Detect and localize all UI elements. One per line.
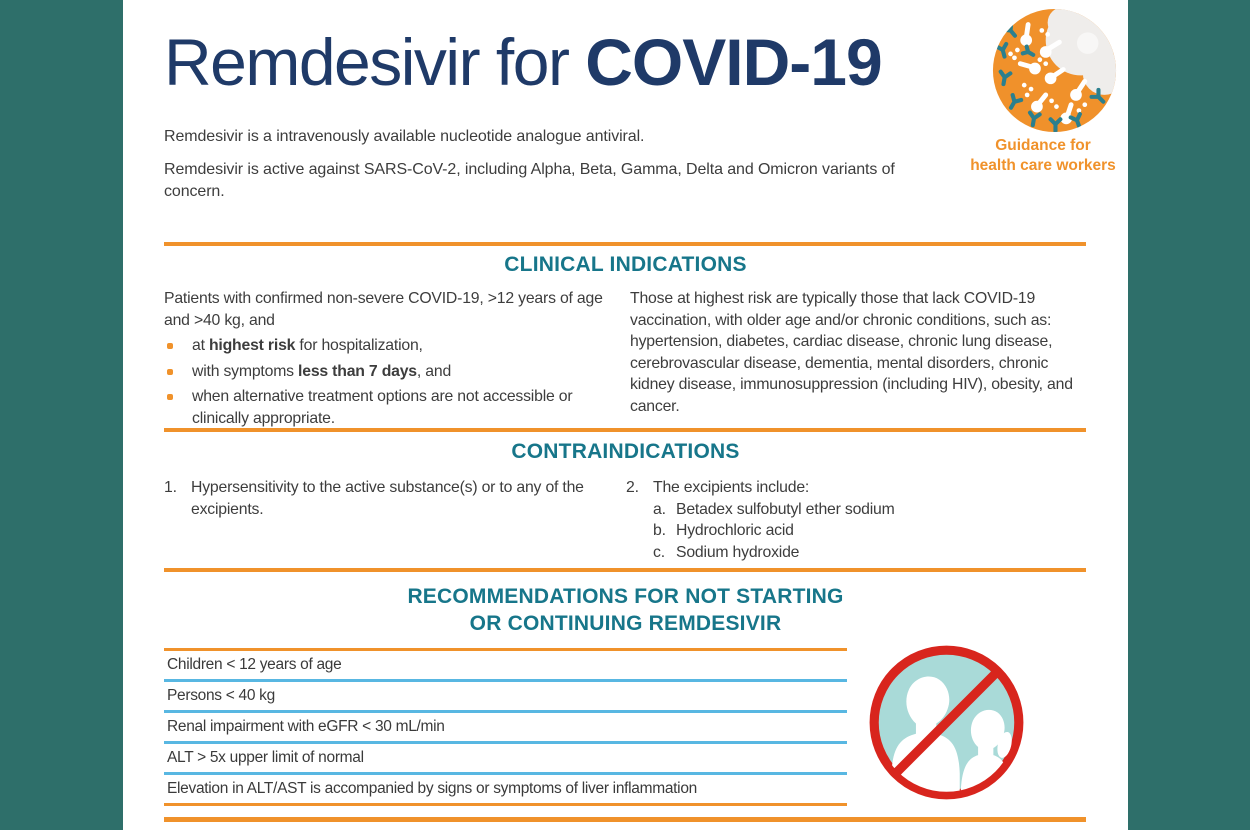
bullet-dot-icon xyxy=(167,343,173,349)
contraindication-item-2-body xyxy=(653,477,895,563)
excipient-item-b-text: Hydrochloric acid xyxy=(676,522,794,539)
page-title-light: Remdesivir for xyxy=(164,25,586,99)
prohibition-graphic xyxy=(865,641,1028,804)
table-row: Elevation in ALT/AST is accompanied by signs or symptoms of liver inflammation xyxy=(164,775,847,806)
recommendations-heading-line2: OR CONTINUING REMDESIVIR xyxy=(469,612,782,635)
clinical-right-text: Those at highest risk are typically those that lack COVID-19 vaccination, with older age and/or chronic conditions, such as: hypertension, diabetes, cardiac disease, chronic lung disease, cerebrovascular disease, dementia, mental disorders, chronic kidney disease, immunosuppression (including HIV), obesity, and cancer. xyxy=(630,290,1073,415)
clinical-bullet-2: with symptoms less than 7 days, and xyxy=(164,361,628,383)
document-page xyxy=(123,0,1128,830)
virus-logo-icon xyxy=(991,7,1118,134)
contraindications-heading: CONTRAINDICATIONS xyxy=(511,440,740,463)
bullet-dot-icon xyxy=(167,394,173,400)
sub-item-letter: b. xyxy=(653,522,666,539)
recommendations-heading xyxy=(123,583,1128,637)
section-divider xyxy=(164,817,1086,822)
clinical-left-intro: Patients with confirmed non-severe COVID-19, >12 years of age and >40 kg, and xyxy=(164,290,603,329)
clinical-bullet-list xyxy=(164,335,628,429)
section-divider xyxy=(164,242,1086,246)
sub-item-letter: c. xyxy=(653,543,665,561)
logo-caption-line2: health care workers xyxy=(970,157,1116,174)
sub-item-letter: a. xyxy=(653,500,666,518)
page-title-bold: COVID-19 xyxy=(585,25,882,99)
logo-caption-line1: Guidance for xyxy=(995,137,1091,154)
table-row: Children < 12 years of age xyxy=(164,651,847,682)
contraindication-item-2 xyxy=(626,477,1066,563)
intro-paragraph-2: Remdesivir is active against SARS-CoV-2, including Alpha, Beta, Gamma, Delta and Omicron variants of concern. xyxy=(164,161,895,200)
excipient-item-c-text: Sodium hydroxide xyxy=(676,543,800,561)
clinical-indications-heading: CLINICAL INDICATIONS xyxy=(504,253,747,276)
excipient-item-b xyxy=(653,520,895,542)
bullet-dot-icon xyxy=(167,369,173,375)
page-title xyxy=(164,26,882,98)
recommendations-heading-line1: RECOMMENDATIONS FOR NOT STARTING xyxy=(407,585,844,608)
clinical-indications-left-column xyxy=(164,288,628,429)
no-children-icon xyxy=(865,641,1028,804)
excipient-item-a xyxy=(653,499,895,521)
table-row: Renal impairment with eGFR < 30 mL/min xyxy=(164,713,847,744)
excipient-item-c xyxy=(653,542,895,564)
contraindication-item-1-text: Hypersensitivity to the active substance(s) or to any of the excipients. xyxy=(191,479,584,518)
table-row: ALT > 5x upper limit of normal xyxy=(164,744,847,775)
intro-paragraph-1: Remdesivir is a intravenously available nucleotide analogue antiviral. xyxy=(164,128,645,145)
excipient-item-a-text: Betadex sulfobutyl ether sodium xyxy=(676,500,895,518)
clinical-indications-right-column xyxy=(630,288,1088,417)
logo xyxy=(991,7,1118,134)
section-divider xyxy=(164,568,1086,572)
contraindication-item-1 xyxy=(164,477,626,520)
item-number: 1. xyxy=(164,479,177,496)
clinical-bullet-3: when alternative treatment options are not accessible or clinically appropriate. xyxy=(164,386,628,429)
item-number: 2. xyxy=(626,479,639,496)
recommendations-table xyxy=(164,648,847,806)
clinical-bullet-1: at highest risk for hospitalization, xyxy=(164,335,628,357)
section-divider xyxy=(164,428,1086,432)
contraindication-item-2-text: The excipients include: xyxy=(653,479,810,496)
table-row: Persons < 40 kg xyxy=(164,682,847,713)
